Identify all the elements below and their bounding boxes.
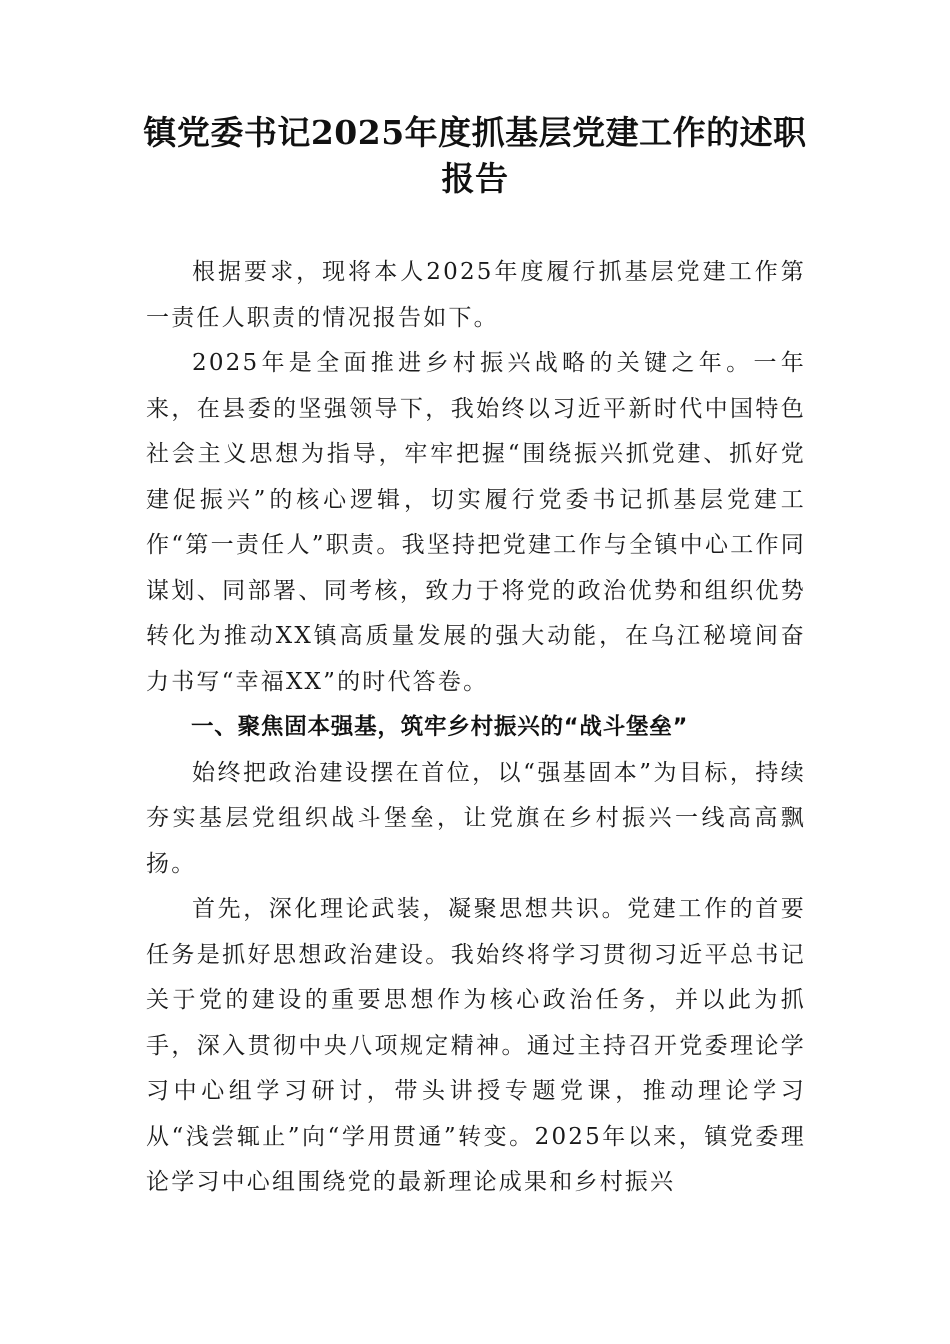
document-body: [146, 250, 806, 1206]
document-title: 镇党委书记2025年度抓基层党建工作的述职报告: [143, 113, 807, 198]
paragraph-intro: 根据要求，现将本人2025年度履行抓基层党建工作第一责任人职责的情况报告如下。: [146, 259, 806, 331]
paragraph-overview: 2025年是全面推进乡村振兴战略的关键之年。一年来，在县委的坚强领导下，我始终以习近平新时代中国特色社会主义思想为指导，牢牢把握“围绕振兴抓党建、抓好党建促振兴”的核心逻辑，切实履行党委书记抓基层党建工作“第一责任人”职责。我坚持把党建工作与全镇中心工作同谋划、同部署、同考核，致力于将党的政治优势和组织优势转化为推动XX镇高质量发展的强大动能，在乌江秘境间奋力书写“幸福XX”的时代答卷。: [146, 350, 806, 695]
section-1-paragraph: 始终把政治建设摆在首位，以“强基固本”为目标，持续夯实基层党组织战斗堡垒，让党旗在乡村振兴一线高高飘扬。: [146, 759, 806, 877]
section-1-paragraph: 首先，深化理论武装，凝聚思想共识。党建工作的首要任务是抓好思想政治建设。我始终将学习贯彻习近平总书记关于党的建设的重要思想作为核心政治任务，并以此为抓手，深入贯彻中央八项规定精神。通过主持召开党委理论学习中心组学习研讨，带头讲授专题党课，推动理论学习从“浅尝辄止”向“学用贯通”转变。2025年以来，镇党委理论学习中心组围绕党的最新理论成果和乡村振兴: [146, 896, 806, 1195]
section-heading-1: 一、聚焦固本强基，筑牢乡村振兴的“战斗堡垒”: [191, 714, 689, 740]
